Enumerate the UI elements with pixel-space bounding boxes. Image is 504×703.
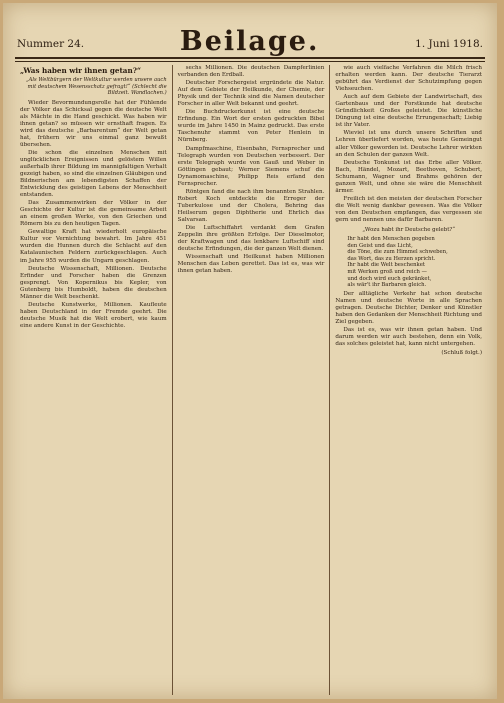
page-title: Beilage.	[179, 26, 320, 57]
paragraph: Die schon die einzelnen Menschen mit unglücklichen Ereignissen und gelöstem Willen außerhalb ihrer Bildung im mannigfaltigen Verhalt gezeigt haben, so sind die einzelnen Gläubigen und Bildnerischen am lebendigsten Schaffen der Entwicklung des geistigen Lebens der Menschheit entstanden.	[20, 149, 167, 199]
paragraph: Auch auf dem Gebiete der Landwirtschaft, des Gartenbaus und der Forstkunde hat deutsche Gründlichkeit Großes geleistet. Die künstliche Düngung ist eine deutsche Errungenschaft; Liebig ist ihr Vater.	[335, 94, 483, 129]
continuation-note: (Schluß folgt.)	[441, 350, 483, 357]
column-right	[329, 65, 487, 695]
paragraph: Deutsche Kunstwerke, Millionen. Kaufleute haben Deutschland in der Fremde geehrt. Die deutsche Musik hat die Welt erobert, wie kaum eine andere Kunst in der Geschichte.	[20, 301, 167, 329]
poem-title: „Wozu habt ihr Deutsche gelebt?“	[362, 227, 456, 234]
paragraph: Die Luftschiffahrt verdankt dem Grafen Zeppelin ihre größten Erfolge. Der Dieselmotor, der Kraftwagen und das lenkbare Luftschiff sind deutsche Erfindungen, die der ganzen Welt dienen.	[177, 225, 325, 253]
paragraph: Der alltägliche Verkehr hat schon deutsche Namen und deutsche Worte in alle Sprachen getragen. Deutsche Dichter, Denker und Künstler haben den Gedanken der Menschheit Richtung und Ziel gegeben.	[335, 290, 483, 326]
paragraph: Wieder Bevormundungsrolle hat der Fühlende der Völker das Schicksal gegen die deutsche Welt als Mächte in die Hand geschickt. Was haben wir ihnen getan? so müssen wir ernsthaft fragen. Es wird das deutsche „Barbarentum“ der Welt getan hat, frühern wir uns einmal ganz bewußt übersehen.	[20, 99, 167, 148]
paragraph: Röntgen fand die nach ihm benannten Strahlen. Robert Koch entdeckte die Erreger der Tuberkulose und der Cholera, Behring das Heilserum gegen Diphtherie und Ehrlich das Salvarsan.	[177, 188, 325, 223]
newspaper-page	[3, 3, 497, 699]
paragraph: Wissenschaft und Heilkunst haben Millionen Menschen das Leben gerettet. Das ist es, was wir ihnen getan haben.	[177, 254, 325, 275]
issue-number: Nummer 24.	[17, 38, 85, 50]
issue-date: 1. Juni 1918.	[415, 38, 483, 50]
masthead-rule	[15, 57, 485, 59]
paragraph: Das Zusammenwirken der Völker in der Geschichte der Kultur ist die gemeinsame Arbeit an einem großen Werke, von den Griechen und Römern bis zu den heutigen Tagen.	[20, 200, 167, 228]
paragraph: sechs Millionen. Die deutschen Dampferlinien verbanden den Erdball.	[177, 65, 325, 79]
paragraph: Deutscher Forschergeist ergründete die Natur. Auf dem Gebiete der Heilkunde, der Chemie, der Physik und der Technik sind die Namen deutscher Forscher in aller Welt bekannt und geehrt.	[177, 80, 325, 108]
article-columns	[15, 65, 487, 695]
paragraph: Deutsche Tonkunst ist das Erbe aller Völker. Bach, Händel, Mozart, Beethoven, Schubert, Schumann, Wagner und Brahms gehören der ganzen Welt, und ohne sie wäre die Menschheit ärmer.	[335, 159, 483, 194]
paragraph: wie auch vielfache Verfahren die Milch frisch erhalten werden kann. Der deutsche Tierarzt gebührt das Verdienst der Schutzimpfung gegen Viehseuchen.	[335, 65, 483, 93]
paragraph: Dampfmaschine, Eisenbahn, Fernsprecher und Telegraph wurden von Deutschen verbessert. Der erste Telegraph wurde von Gauß und Weber in Göttingen gebaut; Werner Siemens schuf die Dynamomaschine, Philipp Reis erfand den Fernsprecher.	[177, 145, 325, 187]
masthead	[17, 21, 483, 55]
paragraph: Deutsche Wissenschaft, Millionen. Deutsche Erfinder und Forscher haben die Grenzen gesprengt. Von Kopernikus bis Kepler, von Gutenberg bis Humboldt, haben die deutschen Männer die Welt beschenkt.	[20, 265, 167, 300]
paragraph: Die Buchdruckerkunst ist eine deutsche Erfindung. Ein Wort der ersten gedruckten Bibel wurde im Jahre 1450 in Mainz gedruckt. Das erste Taschenuhr stammt von Peter Henlein in Nürnberg.	[177, 109, 325, 144]
paragraph: Das ist es, was wir ihnen getan haben. Und darum werden wir auch bestehen, denn ein Volk, das solches geleistet hat, kann nicht untergehen.	[335, 327, 483, 348]
paragraph: Wieviel ist uns durch unsere Schriften und Lehren überliefert worden, was heute Gemeingut aller Völker geworden ist. Deutsche Lehrer wirkten an den Schulen der ganzen Welt.	[335, 130, 483, 158]
article-motto: „Als Weltbürgern der Weltkultur werden unsere auch mit deutschem Wesensschatz gefragt!“ (Schlecht die Bildzeit. Wandlachen.)	[25, 77, 167, 96]
poem: Ihr habt den Menschen gegeben den Geist und das Licht, die Töne, die zum Himmel schweben, das Wort, das zu Herzen spricht. Ihr habt die Welt beschenket mit Werken groß und reich — und doch wird euch gekränket, als wär't ihr Barbaren gleich.	[347, 236, 448, 289]
column-left	[15, 65, 172, 695]
article-heading: „Was haben wir ihnen getan?“	[20, 66, 142, 75]
masthead-rule-thin	[15, 61, 485, 62]
paragraph: Gewaltige Kraft hat wiederholt europäische Kultur vor Vernichtung bewahrt. Im Jahre 451 wurden die Hunnen durch die Schlacht auf den Katalaunischen Feldern zurückgeschlagen. Auch im Jahre 955 wurden die Ungarn geschlagen.	[20, 229, 167, 264]
paragraph: Freilich ist den meisten der deutschen Forscher die Welt wenig dankbar gewesen. Was die Völker von den Deutschen empfangen, das vergessen sie gern und nennen uns dafür Barbaren.	[335, 195, 483, 223]
column-middle	[172, 65, 330, 695]
